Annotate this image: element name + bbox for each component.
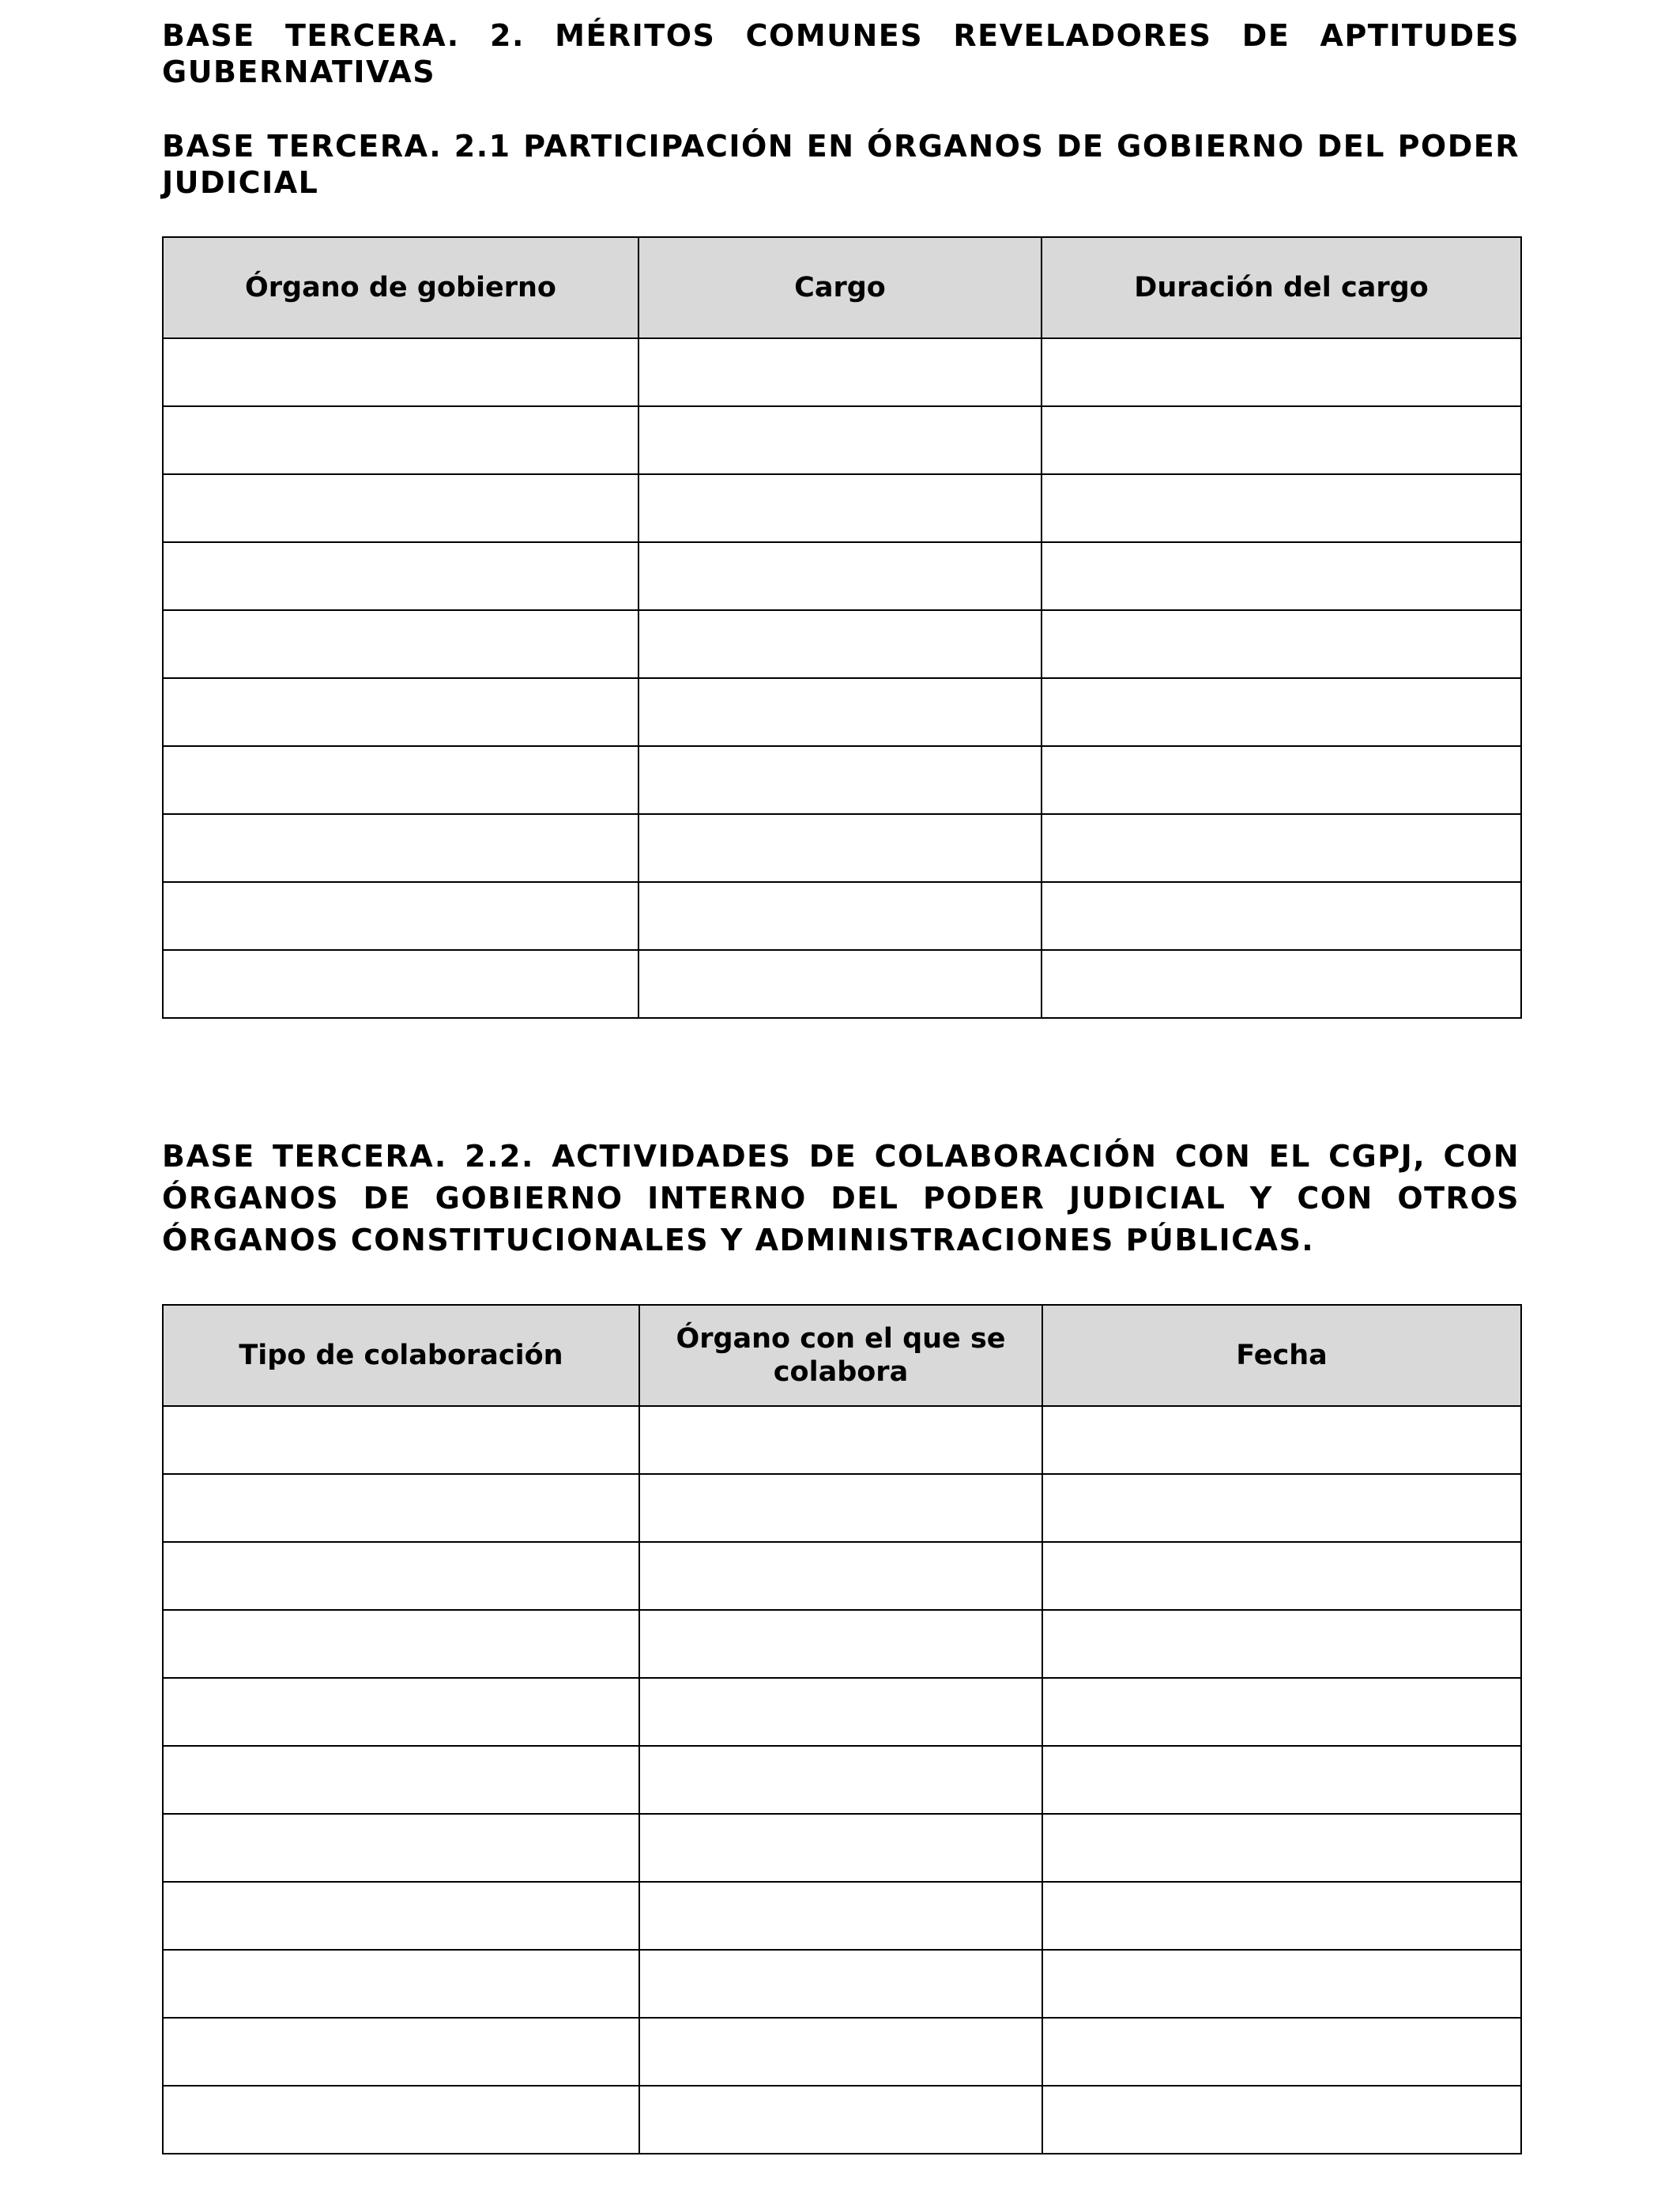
table-cell[interactable] [1042, 950, 1521, 1018]
table-cell[interactable] [163, 1882, 639, 1950]
table-cell[interactable] [638, 542, 1042, 610]
table-cell[interactable] [639, 2086, 1042, 2154]
table-cell[interactable] [1042, 1882, 1521, 1950]
column-header-duracion: Duración del cargo [1042, 237, 1521, 338]
table-row [163, 814, 1521, 882]
column-header-organo-gobierno: Órgano de gobierno [163, 237, 638, 338]
table-cell[interactable] [639, 1678, 1042, 1746]
table-cell[interactable] [638, 406, 1042, 474]
table-cell[interactable] [1042, 406, 1521, 474]
table-cell[interactable] [1042, 474, 1521, 542]
table-header-row [163, 1305, 1521, 1406]
table-cell[interactable] [639, 2018, 1042, 2086]
table-cell[interactable] [639, 1474, 1042, 1542]
table-cell[interactable] [1042, 1406, 1521, 1474]
table-cell[interactable] [1042, 610, 1521, 678]
table-cell[interactable] [1042, 338, 1521, 406]
table-row [163, 1610, 1521, 1678]
table-cell[interactable] [163, 338, 638, 406]
table-row [163, 1882, 1521, 1950]
table-cell[interactable] [163, 610, 638, 678]
table-cell[interactable] [1042, 1474, 1521, 1542]
table-cell[interactable] [163, 474, 638, 542]
table-cell[interactable] [638, 746, 1042, 814]
table-cell[interactable] [163, 1746, 639, 1814]
table-cell[interactable] [638, 610, 1042, 678]
table-cell[interactable] [163, 814, 638, 882]
table-cell[interactable] [639, 1406, 1042, 1474]
table-cell[interactable] [163, 1678, 639, 1746]
table-cell[interactable] [163, 406, 638, 474]
table-cell[interactable] [639, 1950, 1042, 2018]
table-row [163, 882, 1521, 950]
table-row [163, 474, 1521, 542]
table-cell[interactable] [1042, 1746, 1521, 1814]
table-row [163, 678, 1521, 746]
table-row [163, 1950, 1521, 2018]
table-cell[interactable] [163, 882, 638, 950]
table-actividades-colaboracion [162, 1304, 1522, 2154]
table-cell[interactable] [1042, 746, 1521, 814]
section-heading-meritos: BASE TERCERA. 2. MÉRITOS COMUNES REVELADORES DE APTITUDES GUBERNATIVAS [162, 18, 1520, 89]
table-cell[interactable] [639, 1814, 1042, 1882]
table-row [163, 1746, 1521, 1814]
table-cell[interactable] [163, 1814, 639, 1882]
table-cell[interactable] [638, 474, 1042, 542]
column-header-cargo: Cargo [638, 237, 1042, 338]
column-header-tipo-colaboracion: Tipo de colaboración [163, 1305, 639, 1406]
table-cell[interactable] [638, 338, 1042, 406]
table-cell[interactable] [163, 1950, 639, 2018]
table-cell[interactable] [163, 542, 638, 610]
table-row [163, 2086, 1521, 2154]
table-cell[interactable] [1042, 1542, 1521, 1610]
table-cell[interactable] [639, 1882, 1042, 1950]
table-cell[interactable] [638, 950, 1042, 1018]
table-cell[interactable] [163, 1406, 639, 1474]
table-cell[interactable] [1042, 1610, 1521, 1678]
table-organos-gobierno [162, 236, 1522, 1019]
table-row [163, 406, 1521, 474]
table-cell[interactable] [638, 678, 1042, 746]
table-row [163, 1406, 1521, 1474]
table-cell[interactable] [163, 1474, 639, 1542]
table-cell[interactable] [1042, 814, 1521, 882]
table-row [163, 1814, 1521, 1882]
table-cell[interactable] [1042, 2086, 1521, 2154]
table-row [163, 610, 1521, 678]
table-cell[interactable] [1042, 882, 1521, 950]
table-cell[interactable] [1042, 1950, 1521, 2018]
table-cell[interactable] [163, 950, 638, 1018]
table-cell[interactable] [163, 1610, 639, 1678]
section-heading-2-1: BASE TERCERA. 2.1 PARTICIPACIÓN EN ÓRGANOS DE GOBIERNO DEL PODER JUDICIAL [162, 129, 1520, 200]
table-row [163, 2018, 1521, 2086]
table-header-row [163, 237, 1521, 338]
table-cell[interactable] [163, 2018, 639, 2086]
table-cell[interactable] [639, 1542, 1042, 1610]
table-cell[interactable] [1042, 2018, 1521, 2086]
table-cell[interactable] [163, 1542, 639, 1610]
table-cell[interactable] [1042, 1814, 1521, 1882]
column-header-fecha: Fecha [1042, 1305, 1521, 1406]
table-cell[interactable] [163, 2086, 639, 2154]
table-cell[interactable] [1042, 678, 1521, 746]
table-row [163, 542, 1521, 610]
table-cell[interactable] [638, 882, 1042, 950]
column-header-organo-colabora: Órgano con el que se colabora [639, 1305, 1042, 1406]
table-cell[interactable] [163, 678, 638, 746]
table-body [163, 338, 1521, 1018]
section-heading-2-2: BASE TERCERA. 2.2. ACTIVIDADES DE COLABORACIÓN CON EL CGPJ, CON ÓRGANOS DE GOBIERNO INTERNO DEL PODER JUDICIAL Y CON OTROS ÓRGANOS CONSTITUCIONALES Y ADMINISTRACIONES PÚBLICAS. [162, 1139, 1520, 1257]
table-row [163, 1678, 1521, 1746]
table-cell[interactable] [638, 814, 1042, 882]
table-cell[interactable] [639, 1746, 1042, 1814]
table-row [163, 1474, 1521, 1542]
table-row [163, 746, 1521, 814]
table-row [163, 1542, 1521, 1610]
table-body [163, 1406, 1521, 2154]
table-cell[interactable] [163, 746, 638, 814]
table-cell[interactable] [639, 1610, 1042, 1678]
table-cell[interactable] [1042, 542, 1521, 610]
table-row [163, 950, 1521, 1018]
table-row [163, 338, 1521, 406]
table-cell[interactable] [1042, 1678, 1521, 1746]
